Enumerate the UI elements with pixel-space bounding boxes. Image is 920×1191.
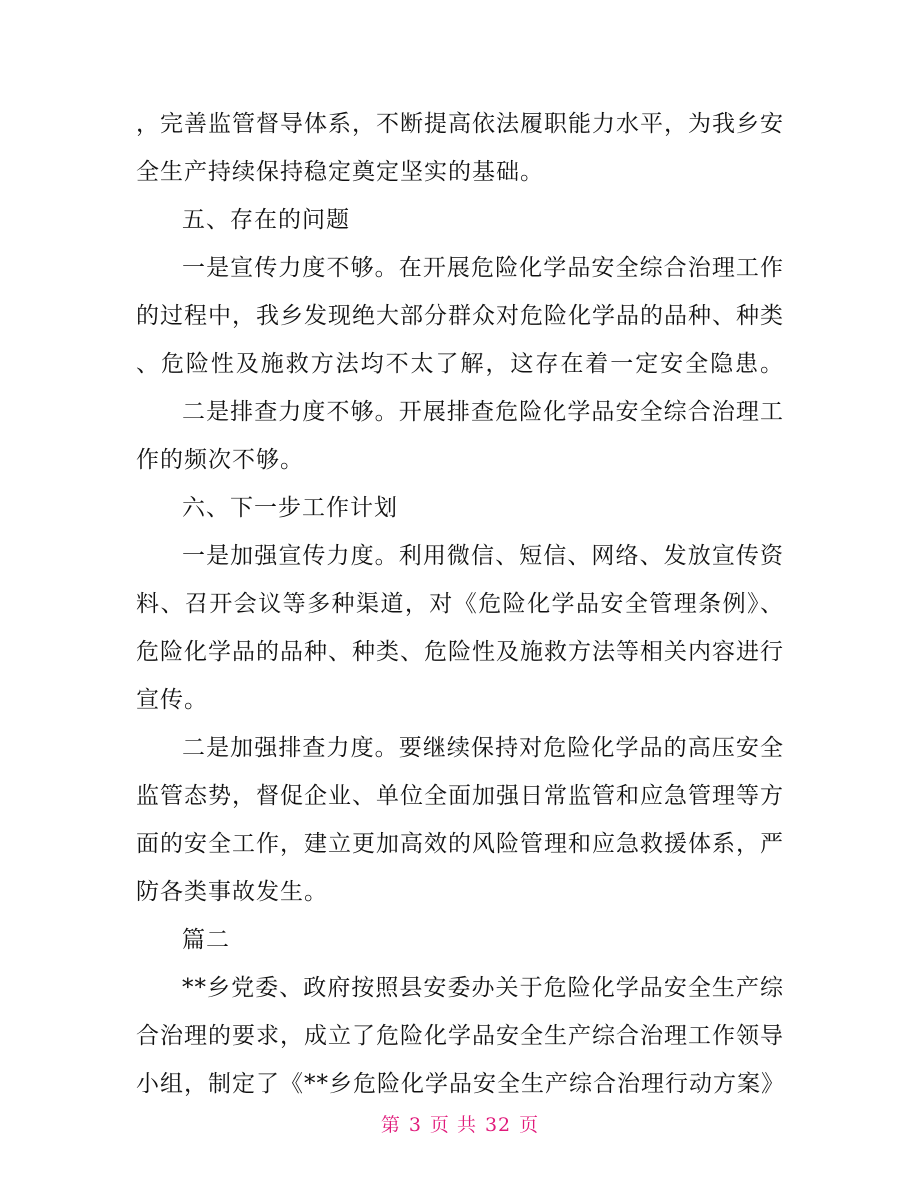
text-line: 一是加强宣传力度。利用微信、短信、网络、发放宣传资 xyxy=(182,543,784,569)
text-line: 篇二 xyxy=(182,927,230,953)
text-line: 监管态势，督促企业、单位全面加强日常监管和应急管理等方 xyxy=(136,783,784,809)
text-line: 的过程中，我乡发现绝大部分群众对危险化学品的品种、种类 xyxy=(136,303,784,329)
text-line: **乡党委、政府按照县安委办关于危险化学品安全生产综 xyxy=(182,975,784,1001)
text-line: ，完善监管督导体系，不断提高依法履职能力水平，为我乡安 xyxy=(136,111,784,137)
footer-suffix: 页 xyxy=(519,1114,540,1136)
footer-total-pages: 32 xyxy=(484,1114,512,1136)
text-line: 作的频次不够。 xyxy=(136,447,304,473)
footer-middle: 页 共 xyxy=(429,1114,477,1136)
footer-page-number: 3 xyxy=(408,1114,422,1136)
document-body xyxy=(136,100,784,1108)
text-line: 五、存在的问题 xyxy=(182,207,350,233)
text-line: 防各类事故发生。 xyxy=(136,879,328,905)
footer-prefix: 第 xyxy=(380,1114,401,1136)
text-line: 一是宣传力度不够。在开展危险化学品安全综合治理工作 xyxy=(182,255,784,281)
text-line: 小组，制定了《**乡危险化学品安全生产综合治理行动方案》 xyxy=(136,1071,785,1097)
text-line: 全生产持续保持稳定奠定坚实的基础。 xyxy=(136,159,544,185)
text-line: 合治理的要求，成立了危险化学品安全生产综合治理工作领导 xyxy=(136,1023,784,1049)
text-line: 危险化学品的品种、种类、危险性及施救方法等相关内容进行 xyxy=(136,639,784,665)
text-line: 宣传。 xyxy=(136,687,208,713)
text-line: 、危险性及施救方法均不太了解，这存在着一定安全隐患。 xyxy=(136,351,784,377)
text-line: 二是加强排查力度。要继续保持对危险化学品的高压安全 xyxy=(182,735,784,761)
page-footer xyxy=(0,1110,920,1137)
text-line: 面的安全工作，建立更加高效的风险管理和应急救援体系，严 xyxy=(136,831,784,857)
text-line: 料、召开会议等多种渠道，对《危险化学品安全管理条例》、 xyxy=(136,591,784,617)
text-line: 二是排查力度不够。开展排查危险化学品安全综合治理工 xyxy=(182,399,784,425)
text-line: 六、下一步工作计划 xyxy=(182,495,398,521)
